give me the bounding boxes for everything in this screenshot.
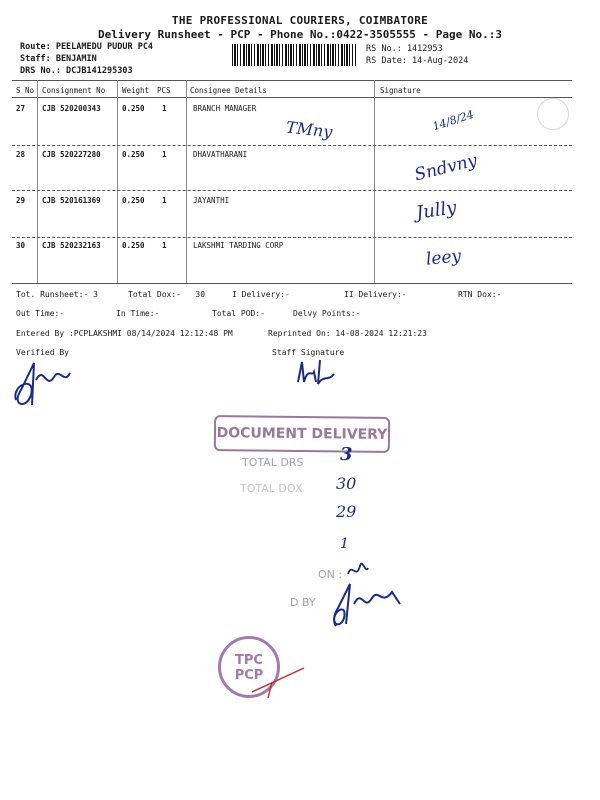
row-pcs: 1	[162, 150, 167, 159]
stamp-value-29: 29	[336, 502, 357, 521]
row-pcs: 1	[162, 104, 167, 113]
row-consignee: LAKSHMI TARDING CORP	[193, 241, 284, 250]
col-divider	[117, 80, 118, 283]
row-weight: 0.250	[122, 196, 145, 205]
stamp-signature-scribble	[322, 578, 412, 636]
header-signature: Signature	[380, 86, 421, 95]
row-sno: 27	[16, 104, 26, 113]
stamp-value-1: 1	[340, 536, 349, 552]
row-sno: 29	[16, 196, 26, 205]
entered-by: Entered By :PCPLAKSHMI 08/14/2024 12:12:48 PM	[16, 329, 233, 338]
row-consignee: DHAVATHARANI	[193, 150, 248, 159]
col-divider	[374, 80, 375, 283]
staff-signature-scribble	[292, 352, 342, 392]
verified-signature-scribble	[6, 355, 76, 415]
col-divider	[186, 80, 187, 283]
stamp-label-on: ON :	[318, 568, 343, 581]
row-sno: 30	[16, 241, 26, 250]
tpc-stamp-line2: PCP	[234, 668, 264, 683]
signature: Sndvny	[412, 150, 480, 186]
rs-date-label: RS Date: 14-Aug-2024	[366, 56, 469, 66]
row-weight: 0.250	[122, 150, 145, 159]
row-divider	[12, 145, 572, 146]
i-delivery: I Delivery:-	[232, 290, 290, 299]
staff-signature-label: Staff Signature	[272, 348, 345, 357]
header-weight: Weight	[122, 86, 150, 95]
stamp-total-drs-label: TOTAL DRS	[242, 456, 304, 469]
table-header-rule	[12, 97, 572, 98]
route-label: Route: PEELAMEDU PUDUR PC4	[20, 42, 154, 52]
row-sno: 28	[16, 150, 26, 159]
verified-by-label: Verified By	[16, 348, 69, 357]
document-delivery-stamp: DOCUMENT DELIVERY	[214, 415, 390, 453]
runsheet-title: Delivery Runsheet - PCP - Phone No.:0422-3505555 - Page No.:3	[98, 28, 502, 41]
signature: Jully	[414, 197, 458, 224]
header-pcs: PCS	[157, 86, 171, 95]
ii-delivery: II Delivery:-	[344, 290, 407, 299]
row-weight: 0.250	[122, 241, 145, 250]
tpc-stamp-line1: TPC	[235, 653, 263, 668]
row-divider	[12, 237, 572, 238]
row-pcs: 1	[162, 241, 167, 250]
row-consignment: CJB 520200343	[42, 104, 101, 113]
row-consignee: BRANCH MANAGER	[193, 104, 257, 113]
signature: TMny	[285, 117, 334, 142]
table-top-rule	[12, 80, 572, 81]
rs-no-label: RS No.: 1412953	[366, 44, 443, 54]
header-consignment: Consignment No	[42, 86, 106, 95]
rtn-dox: RTN Dox:-	[458, 290, 502, 299]
delvy-points: Delvy Points:-	[293, 309, 361, 318]
total-pod: Total POD:-	[212, 309, 265, 318]
tpc-stamp-mark	[248, 662, 308, 702]
signature-date: 14/8/24	[431, 107, 476, 134]
header-sno: S No	[16, 86, 35, 95]
total-dox: Total Dox:- 30	[128, 290, 206, 299]
barcode	[232, 44, 356, 66]
faint-round-stamp	[537, 98, 569, 130]
stamp-total-dox-value: 30	[336, 474, 357, 493]
header-consignee: Consignee Details	[190, 86, 267, 95]
in-time: In Time:-	[116, 309, 160, 318]
stamp-total-dox-label: TOTAL DOX	[240, 482, 303, 495]
drs-label: DRS No.: DCJB141295303	[20, 66, 133, 76]
tot-runsheet: Tot. Runsheet:- 3	[16, 290, 98, 299]
col-divider	[37, 80, 38, 283]
out-time: Out Time:-	[16, 309, 65, 318]
row-pcs: 1	[162, 196, 167, 205]
row-weight: 0.250	[122, 104, 145, 113]
stamp-total-drs-value: 3	[340, 444, 353, 465]
staff-label: Staff: BENJAMIN	[20, 54, 97, 64]
stamp-label-by: D BY	[290, 596, 316, 609]
company-title: THE PROFESSIONAL COURIERS, COIMBATORE	[171, 14, 429, 27]
reprinted-on: Reprinted On: 14-08-2024 12:21:23	[268, 329, 427, 338]
row-consignment: CJB 520227280	[42, 150, 101, 159]
signature: leey	[425, 246, 463, 270]
row-consignment: CJB 520232163	[42, 241, 101, 250]
row-divider	[12, 190, 572, 191]
table-bottom-rule	[12, 283, 572, 284]
row-consignment: CJB 520161369	[42, 196, 101, 205]
row-consignee: JAYANTHI	[193, 196, 230, 205]
